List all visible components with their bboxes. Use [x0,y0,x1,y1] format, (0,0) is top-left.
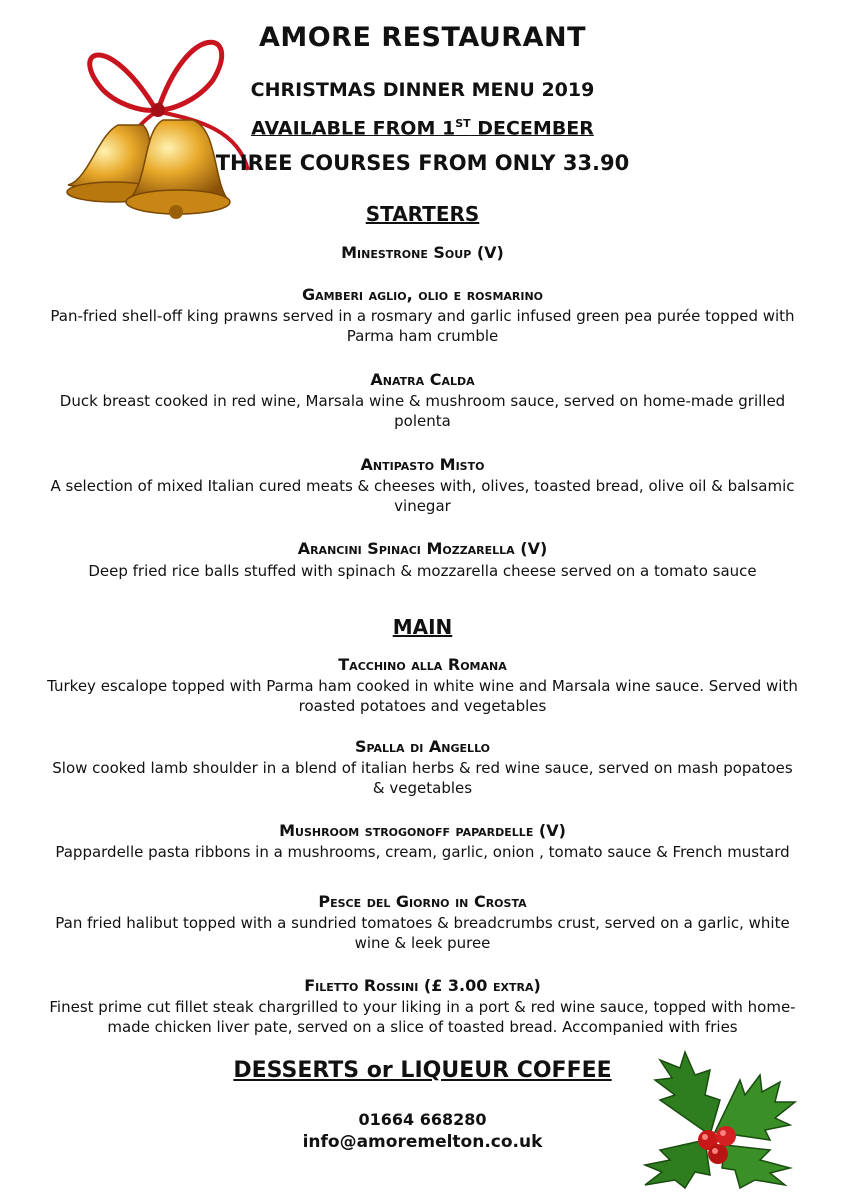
holly-icon [600,1040,830,1190]
starter-item-description: Duck breast cooked in red wine, Marsala wine & mushroom sauce, served on home-made grilled polenta [59,392,786,430]
desserts-heading: DESSERTS or LIQUEUR COFFEE [233,1058,612,1083]
restaurant-title: AMORE RESTAURANT [258,22,587,53]
main-item-description: Finest prime cut fillet steak chargrilled to your liking in a port & red wine sauce, topped with home-made chicken liver pate, served on a slice of toasted bread. Accompanied with fries [49,998,796,1036]
main-item-name: Tacchino alla Romana [338,655,507,674]
availability-line [0,117,845,139]
starter-item-name: Anatra Calda [370,370,475,389]
email-address: info@amoremelton.co.uk [302,1132,543,1152]
main-item-name: Spalla di Angello [354,737,491,756]
main-item-name: Pesce del Giorno in Crosta [318,892,527,911]
main-item-description: Pan fried halibut topped with a sundried tomatoes & breadcrumbs crust, served on a garlic, white wine & leek puree [55,914,790,952]
main-heading: MAIN [392,615,453,639]
main-item-description: Slow cooked lamb shoulder in a blend of italian herbs & red wine sauce, served on mash popatoes & vegetables [52,759,793,797]
availability-suffix: DECEMBER [470,117,594,140]
availability-prefix: AVAILABLE FROM 1 [251,117,456,140]
starter-item-description: Deep fried rice balls stuffed with spinach & mozzarella cheese served on a tomato sauce [88,562,757,580]
phone-number: 01664 668280 [358,1110,487,1129]
price-offer: THREE COURSES FROM ONLY 33.90 [215,151,630,175]
starter-item-name: Gamberi aglio, olio e rosmarino [301,285,544,304]
starter-item-name: Antipasto Misto [360,455,485,474]
main-item-description: Turkey escalope topped with Parma ham cooked in white wine and Marsala wine sauce. Served with roasted potatoes and vegetables [47,677,798,715]
starter-item-description: A selection of mixed Italian cured meats & cheeses with, olives, toasted bread, olive oil & balsamic vinegar [50,477,795,515]
main-item-name: Mushroom strogonoff papardelle (V) [279,821,566,840]
starter-item-name: Arancini Spinaci Mozzarella (V) [297,539,548,558]
starter-item-description: Pan-fried shell-off king prawns served in a rosmary and garlic infused green pea purée topped with Parma ham crumble [50,307,795,345]
availability-ordinal: ST [455,117,471,130]
starters-heading: STARTERS [365,202,480,226]
starter-item-name: Minestrone Soup (V) [341,243,504,262]
main-item-description: Pappardelle pasta ribbons in a mushrooms, cream, garlic, onion , tomato sauce & French mustard [55,843,790,861]
menu-subtitle: CHRISTMAS DINNER MENU 2019 [250,79,595,101]
main-item-name: Filetto Rossini (£ 3.00 extra) [304,976,541,995]
